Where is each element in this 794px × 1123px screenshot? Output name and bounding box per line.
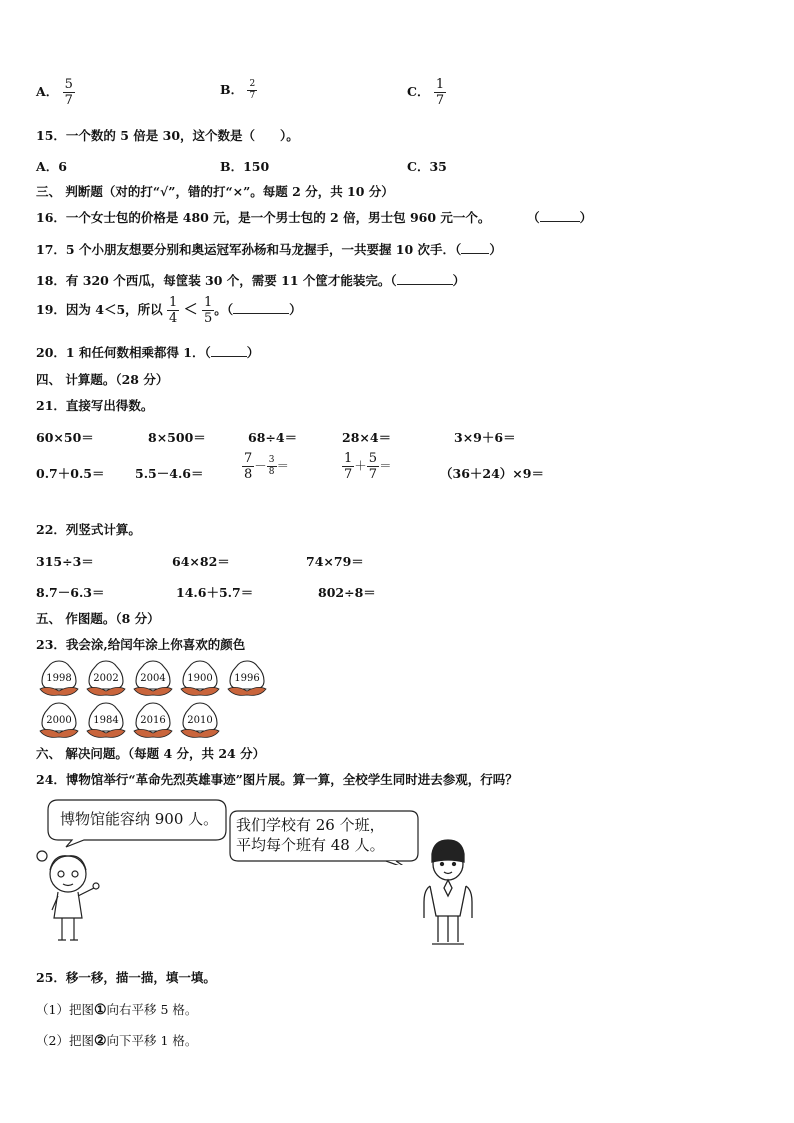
section-6-title: 六、 解决问题。（每题 4 分，共 24 分） (36, 746, 266, 761)
boy-speech-line: 平均每个班有 48 人。 (236, 836, 385, 854)
q21-item: 68÷4＝ (248, 430, 298, 445)
peach-year-2002[interactable] (83, 659, 129, 702)
q14-option-c (407, 78, 446, 107)
operator: － (254, 458, 267, 473)
q15-option-a: A．6 (36, 159, 67, 174)
paren-close: ） (452, 273, 466, 288)
less-than: ＜ (183, 302, 198, 318)
q15-option-b: B．150 (220, 159, 270, 174)
paren-open: （ (390, 273, 397, 288)
figure-1-marker: ① (93, 1002, 107, 1018)
fraction (267, 456, 277, 477)
question-text: 20．1 和任何数相乘都得 1． (36, 345, 205, 360)
denominator: 8 (244, 467, 253, 482)
denominator: 8 (268, 467, 275, 477)
q15-option-c: C．35 (407, 159, 447, 174)
peach-year-2016[interactable] (130, 701, 176, 744)
section-3-title: 三、 判断题（对的打“√”，错的打“×”。每题 2 分，共 10 分） (36, 184, 394, 199)
q21-item: 60×50＝ (36, 430, 94, 445)
fraction (342, 452, 354, 481)
q22-item: 74×79＝ (306, 554, 364, 569)
denominator: 7 (344, 467, 353, 482)
q25-step-1 (36, 1000, 197, 1018)
peach-year-1998[interactable] (36, 659, 82, 702)
q21-item: 8×500＝ (148, 430, 206, 445)
answer-blank[interactable] (233, 302, 289, 314)
answer-blank[interactable] (397, 273, 453, 285)
fraction (434, 78, 446, 107)
boy-illustration (418, 838, 478, 950)
paren-open: （ (226, 302, 234, 317)
denominator: 4 (169, 311, 178, 326)
peach-year-label: 1984 (93, 715, 119, 726)
peach-year-label: 2000 (46, 715, 72, 726)
denominator: 5 (204, 311, 213, 326)
numerator: 5 (64, 77, 73, 92)
operator: ＋ (354, 458, 367, 473)
q21-fraction-expression (342, 452, 392, 481)
q25-step-2 (36, 1031, 197, 1049)
peach-year-label: 2004 (140, 673, 166, 684)
fraction (63, 78, 75, 107)
question-text: 17．5 个小朋友想要分别和奥运冠军孙杨和马龙握手，一共要握 10 次手． (36, 242, 456, 257)
peach-year-2004[interactable] (130, 659, 176, 702)
q22-item: 802÷8＝ (318, 585, 376, 600)
numerator: 1 (344, 451, 353, 466)
q22-item: 14.6＋5.7＝ (176, 585, 254, 600)
boy-speech-line: 我们学校有 26 个班， (236, 816, 385, 834)
denominator: 7 (64, 93, 73, 108)
q24-title: 24．博物馆举行“革命先烈英雄事迹”图片展。算一算，全校学生同时进去参观，行吗？ (36, 772, 518, 787)
q21-item: （36＋24）×9＝ (440, 466, 544, 481)
peach-year-label: 1900 (187, 673, 213, 684)
q14-option-b (220, 80, 257, 101)
fraction (247, 80, 257, 101)
q21-fraction-expression (242, 452, 289, 481)
boy-speech-text (236, 815, 385, 855)
q22-item: 64×82＝ (172, 554, 230, 569)
answer-blank[interactable] (211, 345, 247, 357)
step-text: 向右平移 5 格。 (106, 1002, 198, 1017)
q16-question (36, 208, 592, 226)
denominator: 7 (368, 467, 378, 482)
q17-question (36, 240, 502, 258)
section-5-title: 五、 作图题。（8 分） (36, 611, 160, 626)
q15-question: 15．一个数的 5 倍是 30，这个数是（ ）。 (36, 128, 299, 143)
q22-item: 8.7－6.3＝ (36, 585, 105, 600)
q25-title: 25．移一移，描一描，填一填。 (36, 970, 216, 985)
denominator: 7 (435, 93, 445, 108)
girl-speech-text: 博物馆能容纳 900 人。 (60, 810, 219, 828)
question-suffix: 。 (214, 302, 227, 317)
denominator: 7 (249, 91, 256, 101)
q21-title: 21．直接写出得数。 (36, 398, 154, 413)
q22-title: 22．列竖式计算。 (36, 522, 141, 537)
section-4-title: 四、 计算题。（28 分） (36, 372, 169, 387)
fraction (202, 296, 214, 325)
peach-year-label: 2002 (93, 673, 119, 684)
q23-title: 23．我会涂,给闰年涂上你喜欢的颜色 (36, 637, 246, 652)
question-text: 18．有 320 个西瓜，每筐装 30 个，需要 11 个筐才能装完。 (36, 273, 391, 288)
peach-year-1996[interactable] (224, 659, 270, 702)
figure-2-marker: ② (93, 1033, 107, 1049)
numerator: 5 (368, 451, 378, 466)
equals: ＝ (379, 458, 392, 473)
numerator: 1 (204, 295, 213, 310)
option-label: A． (36, 84, 59, 99)
numerator: 1 (169, 295, 178, 310)
numerator: 3 (268, 455, 275, 465)
answer-blank[interactable] (461, 242, 489, 254)
q19-question (36, 296, 302, 325)
question-text: 16．一个女士包的价格是 480 元，是一个男士包的 2 倍，男士包 960 元一个。 (36, 210, 491, 225)
peach-year-2000[interactable] (36, 701, 82, 744)
q18-question (36, 271, 465, 289)
option-label: B． (220, 82, 244, 97)
paren-close: ） (289, 302, 302, 317)
q21-item: 0.7＋0.5＝ (36, 466, 105, 481)
peach-year-1900[interactable] (177, 659, 223, 702)
step-text: （2）把图 (36, 1033, 94, 1048)
peach-year-2010[interactable] (177, 701, 223, 744)
q14-option-a (36, 78, 75, 107)
q21-item: 3×9＋6＝ (454, 430, 516, 445)
girl-illustration (34, 848, 104, 948)
peach-year-label: 1996 (234, 673, 260, 684)
paren-open: （ (455, 242, 462, 257)
answer-blank[interactable] (540, 210, 580, 222)
paren-open: （ (204, 345, 211, 360)
fraction (242, 452, 254, 481)
q22-item: 315÷3＝ (36, 554, 94, 569)
question-text: 19．因为 4＜5，所以 (36, 302, 163, 317)
equals: ＝ (276, 458, 290, 473)
paren-close: ） (246, 345, 260, 360)
q21-item: 28×4＝ (342, 430, 392, 445)
step-text: 向下平移 1 格。 (106, 1033, 198, 1048)
paren-close: ） (579, 210, 593, 225)
peach-year-1984[interactable] (83, 701, 129, 744)
peach-year-label: 2010 (187, 715, 213, 726)
numerator: 2 (249, 79, 256, 89)
q20-question (36, 343, 259, 361)
fraction (167, 296, 179, 325)
step-text: （1）把图 (36, 1002, 94, 1017)
numerator: 7 (244, 451, 253, 466)
peach-year-label: 2016 (140, 715, 166, 726)
paren-open: （ (527, 210, 540, 225)
peach-year-label: 1998 (46, 673, 72, 684)
q21-item: 5.5－4.6＝ (135, 466, 204, 481)
fraction (367, 452, 379, 481)
paren-close: ） (489, 242, 502, 257)
option-label: C． (407, 84, 430, 99)
numerator: 1 (435, 77, 445, 92)
